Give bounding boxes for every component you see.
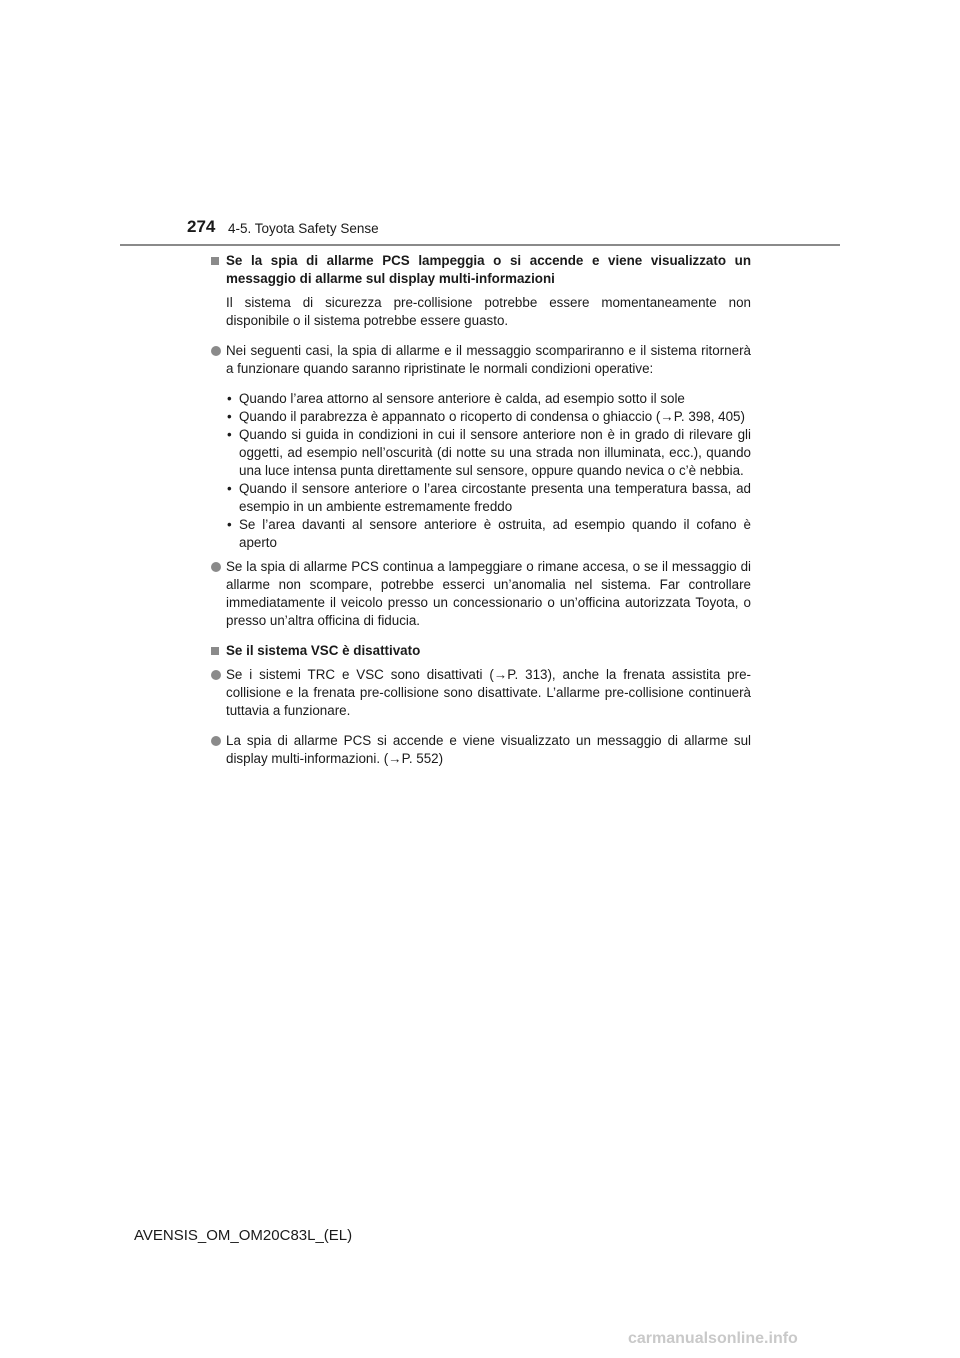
bullet-item (211, 732, 751, 768)
paragraph: Il sistema di sicurezza pre-collisione potrebbe essere momentaneamente non disponibile o il sistema potrebbe essere guasto. (226, 295, 751, 328)
watermark: carmanualsonline.info (628, 1330, 798, 1347)
circle-bullet-icon (211, 736, 221, 746)
heading-text: Se il sistema VSC è disattivato (226, 643, 421, 658)
square-bullet-icon (211, 257, 219, 265)
bullet-item (211, 558, 751, 630)
section-heading (211, 642, 751, 660)
sub-list-item: • Quando il parabrezza è appannato o ricoperto di condensa o ghiaccio (→P. 398, 405) (227, 409, 745, 424)
section-title: 4-5. Toyota Safety Sense (228, 221, 379, 236)
heading-text: Se la spia di allarme PCS lampeggia o si accende e viene visualizzato un messaggio di allarme sul display multi-informazioni (226, 253, 751, 286)
bullet-text: La spia di allarme PCS si accende e viene visualizzato un messaggio di allarme sul display multi-informazioni. (→P. 552) (226, 733, 751, 766)
circle-bullet-icon (211, 346, 221, 356)
main-content (211, 252, 751, 768)
sub-list-item: • Se l’area davanti al sensore anteriore è ostruita, ad esempio quando il cofano è aperto (227, 517, 751, 550)
sub-list-item: • Quando si guida in condizioni in cui il sensore anteriore non è in grado di rilevare gli oggetti, ad esempio nell’oscurità (di notte su una strada non illuminata, ecc.), quando una luce intensa punta direttamente sul sensore, oppure quando nevica o c’è nebbia. (227, 427, 751, 478)
circle-bullet-icon (211, 670, 221, 680)
page-number: 274 (187, 217, 216, 236)
section-heading (211, 252, 751, 288)
header-rule (120, 244, 840, 246)
bullet-item (211, 666, 751, 720)
bullet-text: Nei seguenti casi, la spia di allarme e il messaggio scompariranno e il sistema ritornerà a funzionare quando saranno ripristinate le normali condizioni operative: (226, 343, 751, 376)
square-bullet-icon (211, 647, 219, 655)
circle-bullet-icon (211, 562, 221, 572)
sub-list-item: • Quando l’area attorno al sensore anteriore è calda, ad esempio sotto il sole (227, 391, 685, 406)
footer-doc-code: AVENSIS_OM_OM20C83L_(EL) (134, 1227, 353, 1244)
sub-list-item: • Quando il sensore anteriore o l’area circostante presenta una temperatura bassa, ad esempio in un ambiente estremamente freddo (227, 481, 751, 514)
sub-list (211, 390, 751, 552)
bullet-text: Se la spia di allarme PCS continua a lampeggiare o rimane accesa, o se il messaggio di allarme non scompare, potrebbe esserci un’anomalia nel sistema. Far controllare immediatamente il veicolo presso un concessionario o un’officina autorizzata Toyota, o presso un’altra officina di fiducia. (226, 559, 751, 628)
bullet-text: Se i sistemi TRC e VSC sono disattivati (→P. 313), anche la frenata assistita pre-collisione e la frenata pre-collisione sono disattivate. L’allarme pre-collisione continuerà tuttavia a funzionare. (226, 667, 751, 718)
bullet-item (211, 342, 751, 378)
